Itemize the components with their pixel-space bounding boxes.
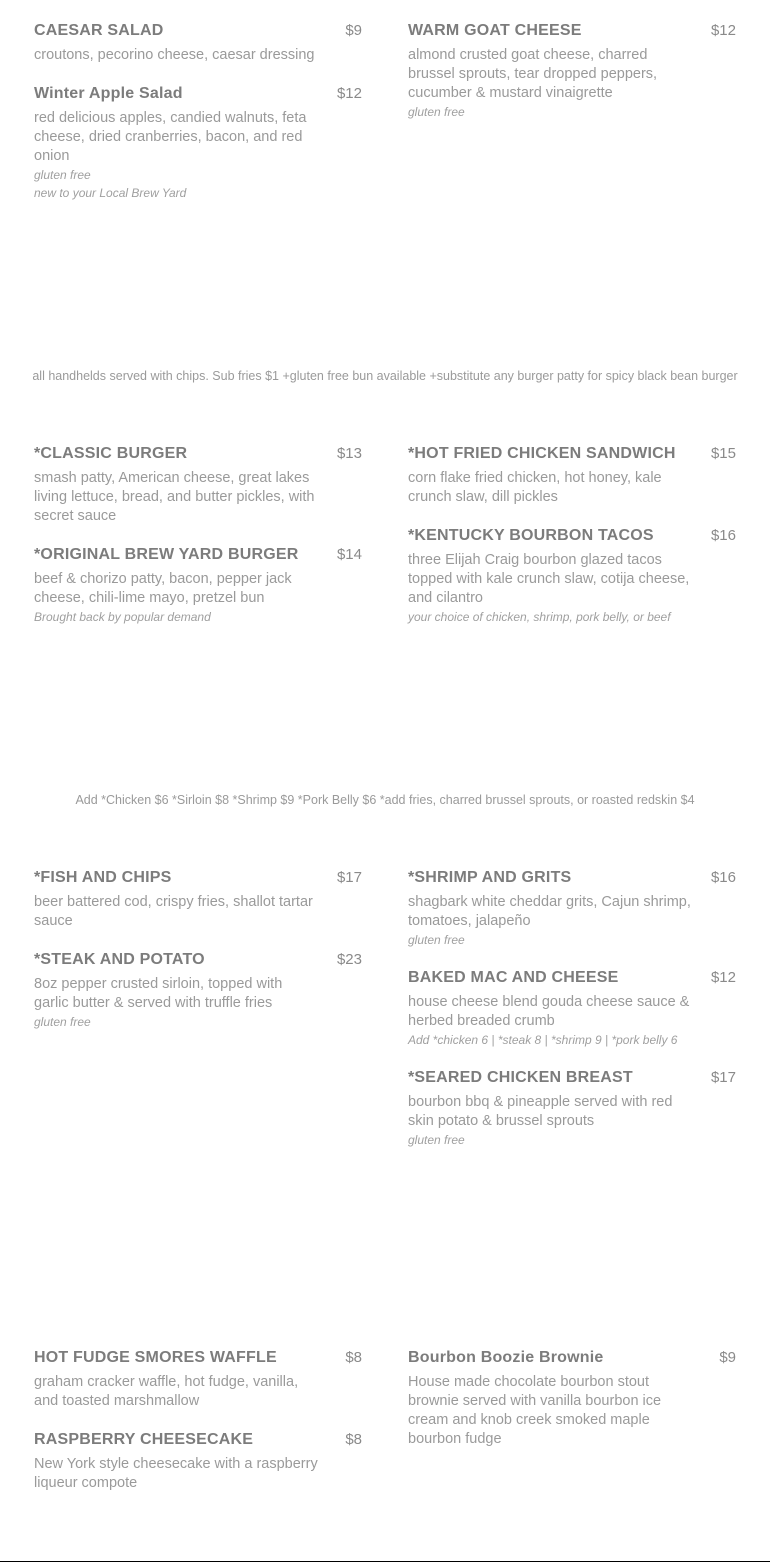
menu-item-header	[408, 869, 736, 891]
menu-item-name: *FISH AND CHIPS	[34, 869, 172, 886]
menu-item-header	[34, 1349, 362, 1371]
bottom-divider	[0, 1561, 770, 1562]
menu-item-note: gluten free	[408, 933, 465, 947]
menu-item	[408, 1069, 736, 1149]
menu-item-header	[408, 445, 736, 467]
menu-item-note: Add *chicken 6 | *steak 8 | *shrimp 9 | *pork belly 6	[408, 1033, 678, 1047]
menu-item-header	[34, 445, 362, 467]
entrees-banner: Add *Chicken $6 *Sirloin $8 *Shrimp $9 *Pork Belly $6 *add fries, charred brussel sprouts, or roasted redskin $4	[75, 793, 695, 807]
menu-item-price: $8	[345, 1431, 362, 1448]
desserts-right-column	[408, 1349, 736, 1469]
menu-item-price: $17	[336, 869, 362, 886]
menu-item	[34, 869, 362, 931]
menu-item-header	[408, 22, 736, 44]
menu-item-price: $9	[719, 1349, 736, 1366]
menu-item-name: CAESAR SALAD	[34, 22, 164, 39]
menu-item-price: $12	[710, 969, 736, 986]
menu-item-note: gluten free	[34, 1015, 91, 1029]
menu-item	[408, 869, 736, 949]
menu-item	[34, 22, 362, 65]
menu-item-price: $14	[336, 546, 362, 563]
menu-item-price: $16	[710, 527, 736, 544]
menu-item-description: smash patty, American cheese, great lakes living lettuce, bread, and butter pickles, with secret sauce	[34, 470, 315, 524]
menu-item-price: $12	[710, 22, 736, 39]
menu-item-price: $23	[336, 951, 362, 968]
menu-item	[408, 527, 736, 626]
menu-item-description: New York style cheesecake with a raspberry liqueur compote	[34, 1456, 318, 1491]
menu-item-description: croutons, pecorino cheese, caesar dressing	[34, 47, 315, 63]
menu-item-description: red delicious apples, candied walnuts, feta cheese, dried cranberries, bacon, and red onion	[34, 110, 307, 164]
menu-item-header	[34, 22, 362, 44]
menu-item-description: house cheese blend gouda cheese sauce & herbed breaded crumb	[408, 994, 690, 1029]
menu-item-header	[34, 546, 362, 568]
menu-item-description: shagbark white cheddar grits, Cajun shrimp, tomatoes, jalapeño	[408, 894, 691, 929]
menu-item-header	[34, 869, 362, 891]
entrees-right-column	[408, 869, 736, 1169]
menu-item-price: $15	[710, 445, 736, 462]
menu-item-header	[408, 527, 736, 549]
menu-item-name: *SHRIMP AND GRITS	[408, 869, 572, 886]
menu-item-note: gluten free	[408, 105, 465, 119]
menu-item-name: *KENTUCKY BOURBON TACOS	[408, 527, 654, 544]
handhelds-left-column	[34, 445, 362, 646]
menu-item-note: new to your Local Brew Yard	[34, 186, 187, 200]
menu-item-name: *SEARED CHICKEN BREAST	[408, 1069, 633, 1086]
menu-item-header	[408, 1069, 736, 1091]
menu-item	[34, 1431, 362, 1493]
menu-item-description: 8oz pepper crusted sirloin, topped with garlic butter & served with truffle fries	[34, 976, 283, 1011]
menu-item-price: $12	[336, 85, 362, 102]
menu-item-note: your choice of chicken, shrimp, pork belly, or beef	[408, 610, 671, 624]
menu-item-price: $13	[336, 445, 362, 462]
menu-item	[408, 22, 736, 121]
menu-item-name: *ORIGINAL BREW YARD BURGER	[34, 546, 299, 563]
menu-item-header	[34, 85, 362, 107]
menu-item-name: Bourbon Boozie Brownie	[408, 1349, 604, 1366]
menu-item-header	[34, 1431, 362, 1453]
menu-item-note: gluten free	[34, 168, 91, 182]
menu-item	[34, 1349, 362, 1411]
menu-item	[408, 969, 736, 1049]
menu-item	[34, 445, 362, 526]
menu-item-description: bourbon bbq & pineapple served with red skin potato & brussel sprouts	[408, 1094, 673, 1129]
entrees-left-column	[34, 869, 362, 1051]
salads-right-column	[408, 22, 736, 141]
menu-item-description: graham cracker waffle, hot fudge, vanilla, and toasted marshmallow	[34, 1374, 299, 1409]
menu-item	[34, 546, 362, 626]
menu-item-name: *CLASSIC BURGER	[34, 445, 188, 462]
menu-item-header	[34, 951, 362, 973]
menu-item-name: HOT FUDGE SMORES WAFFLE	[34, 1349, 277, 1366]
salads-left-column	[34, 22, 362, 222]
menu-item	[408, 1349, 736, 1449]
handhelds-banner: all handhelds served with chips. Sub fries $1 +gluten free bun available +substitute any burger patty for spicy black bean burger	[32, 369, 738, 383]
menu-item-price: $9	[345, 22, 362, 39]
menu-item-price: $17	[710, 1069, 736, 1086]
menu-item-name: BAKED MAC AND CHEESE	[408, 969, 619, 986]
menu-item-description: beer battered cod, crispy fries, shallot tartar sauce	[34, 894, 313, 929]
menu-item-price: $8	[345, 1349, 362, 1366]
menu-item-name: Winter Apple Salad	[34, 85, 183, 102]
menu-item-description: beef & chorizo patty, bacon, pepper jack cheese, chili-lime mayo, pretzel bun	[34, 571, 292, 606]
menu-item-name: RASPBERRY CHEESECAKE	[34, 1431, 254, 1448]
menu-item-description: corn flake fried chicken, hot honey, kale crunch slaw, dill pickles	[408, 470, 662, 505]
menu-item-header	[408, 1349, 736, 1371]
menu-item	[408, 445, 736, 507]
menu-item-note: gluten free	[408, 1133, 465, 1147]
menu-item-name: WARM GOAT CHEESE	[408, 22, 582, 39]
menu-item-name: *STEAK AND POTATO	[34, 951, 205, 968]
handhelds-right-column	[408, 445, 736, 646]
menu-item-name: *HOT FRIED CHICKEN SANDWICH	[408, 445, 676, 462]
menu-item	[34, 951, 362, 1031]
menu-item-header	[408, 969, 736, 991]
desserts-left-column	[34, 1349, 362, 1513]
menu-item-description: three Elijah Craig bourbon glazed tacos topped with kale crunch slaw, cotija cheese, and cilantro	[408, 552, 690, 606]
menu-item-note: Brought back by popular demand	[34, 610, 211, 624]
menu-item	[34, 85, 362, 202]
menu-item-price: $16	[710, 869, 736, 886]
menu-item-description: House made chocolate bourbon stout brownie served with vanilla bourbon ice cream and knob creek smoked maple bourbon fudge	[408, 1374, 662, 1447]
menu-item-description: almond crusted goat cheese, charred brussel sprouts, tear dropped peppers, cucumber & mustard vinaigrette	[408, 47, 658, 101]
